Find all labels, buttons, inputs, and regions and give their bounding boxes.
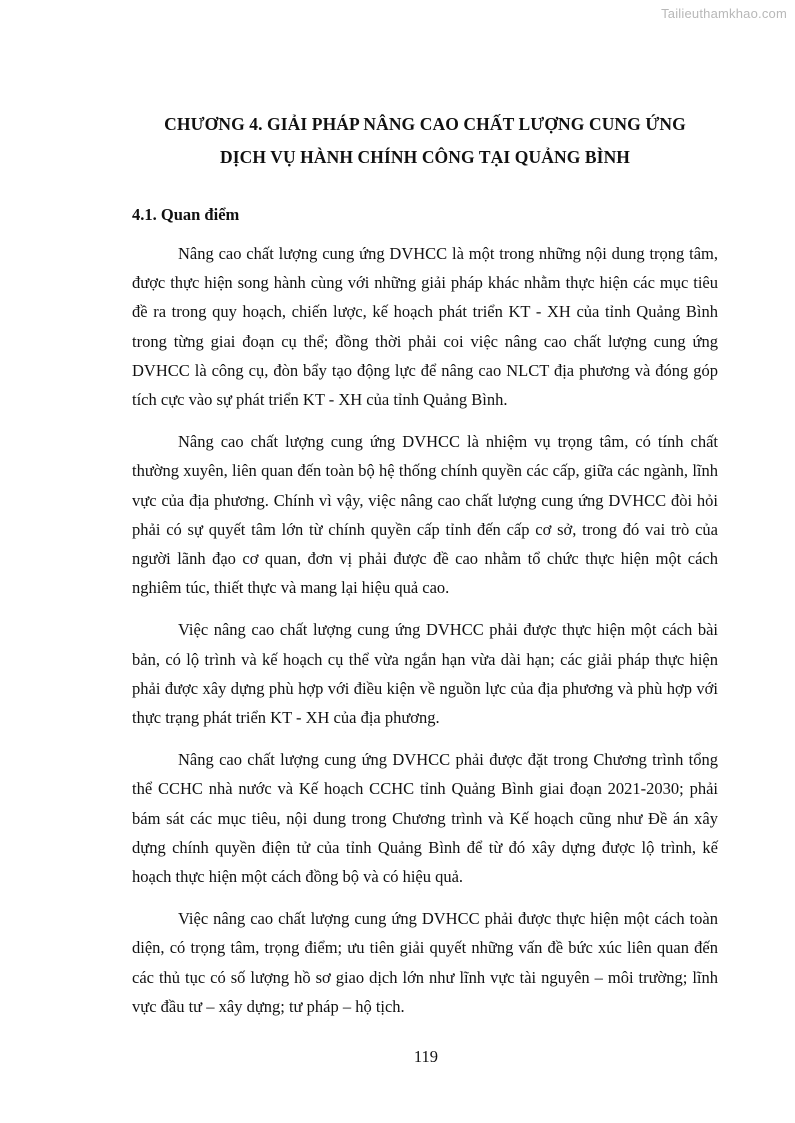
paragraph-4: Nâng cao chất lượng cung ứng DVHCC phải được đặt trong Chương trình tổng thể CCHC nhà nước và Kế hoạch CCHC tỉnh Quảng Bình giai đoạn 2021-2030; phải bám sát các mục tiêu, nội dung trong Chương trình và Kế hoạch cũng như Đề án xây dựng chính quyền điện tử của tỉnh Quảng Bình để từ đó xây dựng được lộ trình, kế hoạch thực hiện một cách đồng bộ và có hiệu quả. bbox=[132, 750, 718, 887]
paragraph-2: Nâng cao chất lượng cung ứng DVHCC là nhiệm vụ trọng tâm, có tính chất thường xuyên, liên quan đến toàn bộ hệ thống chính quyền các cấp, giữa các ngành, lĩnh vực của địa phương. Chính vì vậy, việc nâng cao chất lượng cung ứng DVHCC đòi hỏi phải có sự quyết tâm lớn từ chính quyền cấp tỉnh đến cấp cơ sở, trong đó vai trò của người lãnh đạo cơ quan, đơn vị phải được đề cao nhằm tổ chức thực hiện một cách nghiêm túc, thiết thực và mang lại hiệu quả cao. bbox=[132, 432, 718, 598]
page-number: 119 bbox=[413, 1047, 439, 1066]
chapter-title-line-1: CHƯƠNG 4. GIẢI PHÁP NÂNG CAO CHẤT LƯỢNG CUNG ỨNG bbox=[164, 114, 686, 134]
paragraph-5: Việc nâng cao chất lượng cung ứng DVHCC phải được thực hiện một cách toàn diện, có trọng tâm, trọng điểm; ưu tiên giải quyết những vấn đề bức xúc liên quan đến các thủ tục có số lượng hồ sơ giao dịch lớn như lĩnh vực tài nguyên – môi trường; lĩnh vực đầu tư – xây dựng; tư pháp – hộ tịch. bbox=[132, 909, 718, 1016]
paragraph-3: Việc nâng cao chất lượng cung ứng DVHCC phải được thực hiện một cách bài bản, có lộ trình và kế hoạch cụ thể vừa ngắn hạn vừa dài hạn; các giải pháp thực hiện phải được xây dựng phù hợp với điều kiện về nguồn lực của địa phương và phù hợp với thực trạng phát triển KT - XH của địa phương. bbox=[132, 620, 718, 728]
section-heading: 4.1. Quan điểm bbox=[132, 205, 240, 224]
chapter-title-line-2: DỊCH VỤ HÀNH CHÍNH CÔNG TẠI QUẢNG BÌNH bbox=[219, 147, 631, 167]
watermark: Tailieuthamkhao.com bbox=[661, 6, 787, 21]
chapter-title bbox=[132, 108, 718, 174]
document-page bbox=[132, 108, 718, 1021]
paragraph-1: Nâng cao chất lượng cung ứng DVHCC là một trong những nội dung trọng tâm, được thực hiện song hành cùng với những giải pháp khác nhằm thực hiện các mục tiêu đề ra trong quy hoạch, chiến lược, kế hoạch phát triển KT - XH của tỉnh Quảng Bình trong từng giai đoạn cụ thể; đồng thời phải coi việc nâng cao chất lượng cung ứng DVHCC là công cụ, đòn bẩy tạo động lực để nâng cao NLCT địa phương và đóng góp tích cực vào sự phát triển KT - XH của tỉnh Quảng Bình. bbox=[132, 244, 718, 410]
